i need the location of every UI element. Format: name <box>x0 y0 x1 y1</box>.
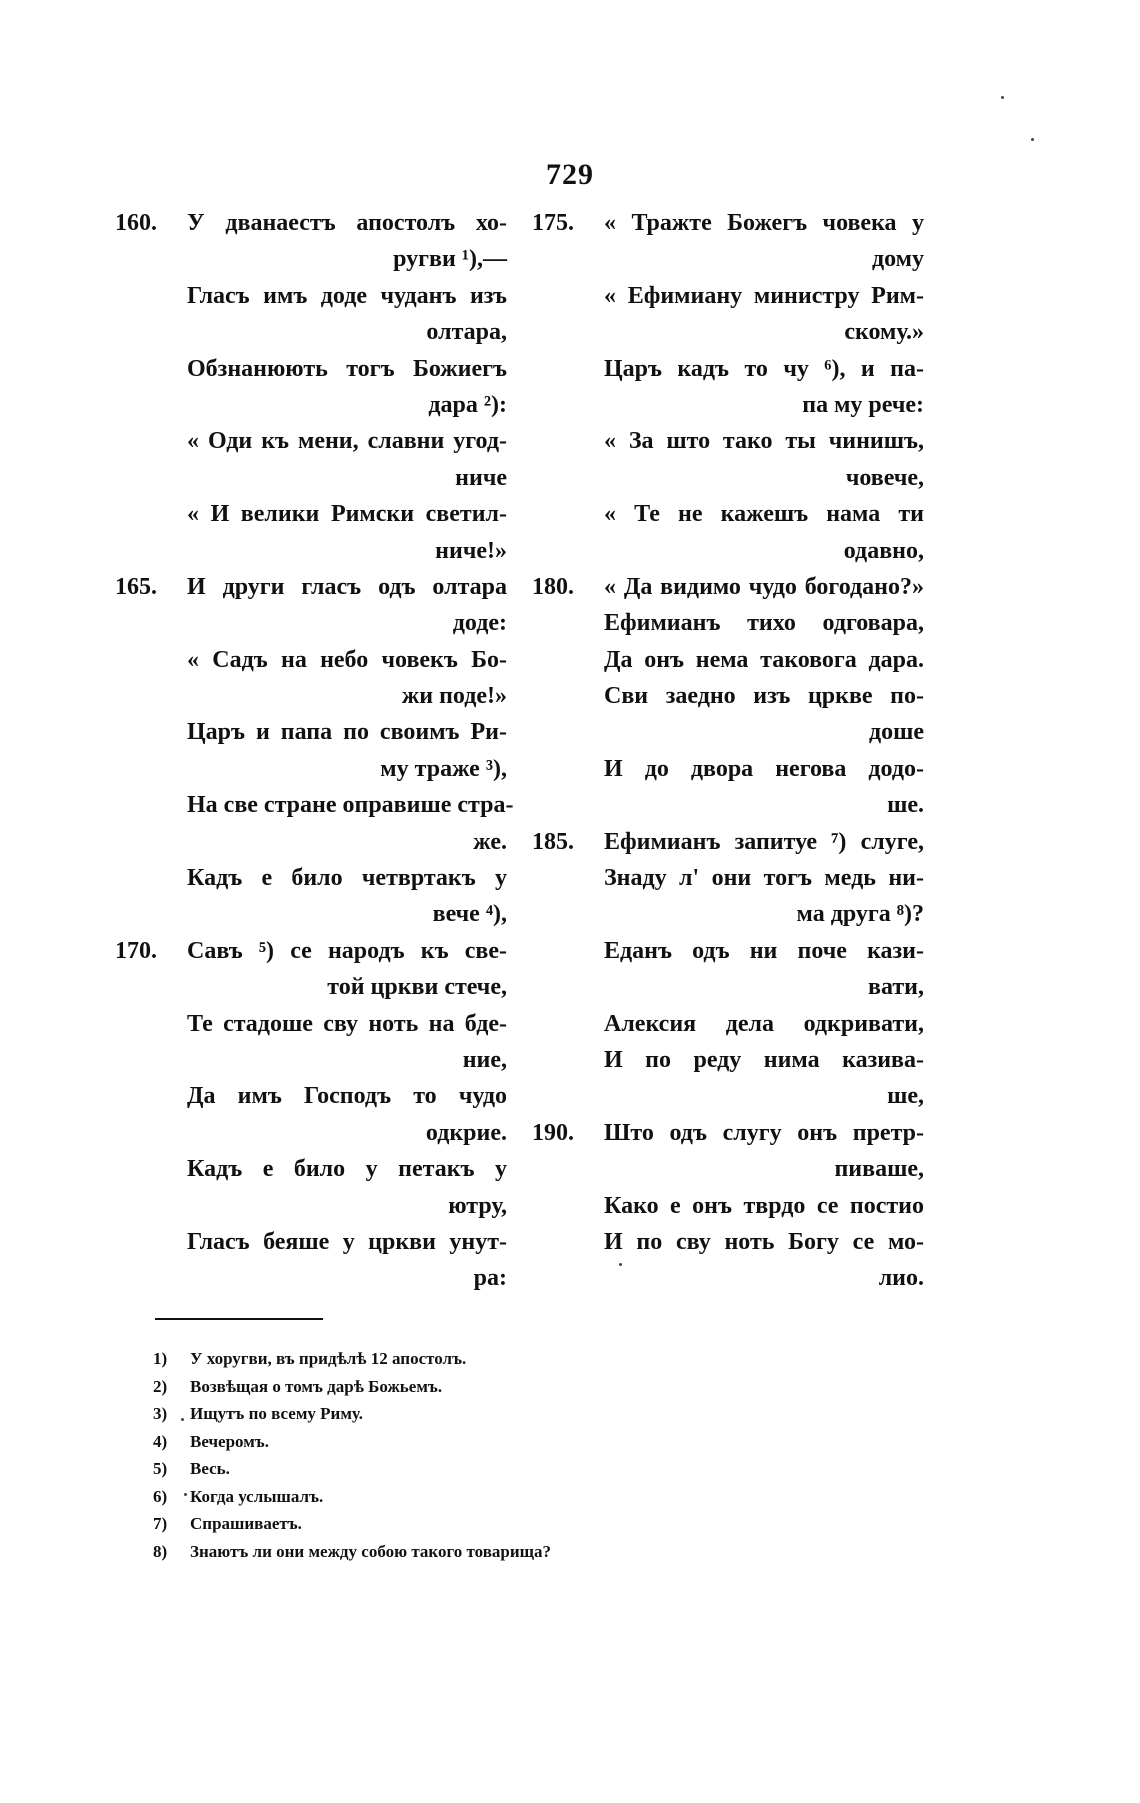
footnote <box>153 1455 853 1483</box>
verse-text: « Да видимо чудо богодано?» <box>604 573 924 600</box>
verse-continuation: лио. <box>878 1265 924 1292</box>
scan-speck <box>181 1418 184 1421</box>
left-verse-column <box>115 205 514 1297</box>
verse-line <box>532 860 924 896</box>
footnote-number: 2) <box>153 1376 168 1396</box>
verse-continuation: доде: <box>452 610 507 637</box>
verse-line <box>532 533 924 569</box>
verse-line <box>115 278 507 314</box>
verse-text: Ефимианъ запитуе ⁷) слуге, <box>604 828 924 855</box>
verse-number: 185. <box>532 828 574 855</box>
footnote <box>153 1428 853 1456</box>
scan-speck <box>619 1263 622 1266</box>
footnote-number: 5) <box>153 1459 168 1478</box>
verse-line <box>115 714 507 750</box>
verse-line <box>115 205 507 241</box>
verse-line <box>115 642 507 678</box>
verse-text: Знаду л' они тогъ медь ни- <box>604 865 924 892</box>
footnote <box>153 1373 853 1401</box>
verse-line <box>115 787 514 823</box>
verse-number: 165. <box>115 573 157 600</box>
verse-line <box>532 824 924 860</box>
verse-continuation: дара ²): <box>428 391 507 418</box>
footnotes-list <box>153 1345 853 1565</box>
verse-continuation: ше. <box>887 792 924 819</box>
verse-line <box>532 969 924 1005</box>
verse-line <box>115 314 507 350</box>
verse-continuation: доше <box>868 719 924 746</box>
footnote-number: 3) <box>153 1404 168 1423</box>
verse-continuation: одавно, <box>843 537 924 564</box>
verse-line <box>115 1078 507 1114</box>
verse-line <box>115 933 507 969</box>
verse-line <box>115 1006 507 1042</box>
verse-continuation: па му рече: <box>802 391 924 418</box>
verse-text: « За што тако ты чинишъ, <box>604 428 924 455</box>
verse-line <box>532 1006 924 1042</box>
verse-line <box>532 241 924 277</box>
verse-text: И по реду нима казива- <box>604 1046 924 1073</box>
verse-line <box>115 351 507 387</box>
verse-line <box>532 605 924 641</box>
footnote-text: Вечеромъ. <box>190 1431 269 1451</box>
verse-text: « Те не кажешъ нама ти <box>604 501 924 528</box>
verse-text: « И велики Римски светил- <box>187 501 507 528</box>
verse-line <box>115 241 507 277</box>
verse-line <box>532 1188 924 1224</box>
verse-line <box>532 1224 924 1260</box>
verse-line <box>532 642 924 678</box>
footnote-number: 1) <box>153 1349 168 1368</box>
footnote-number: 6) <box>153 1486 168 1506</box>
verse-line <box>115 824 507 860</box>
footnote-divider <box>155 1318 323 1320</box>
verse-line <box>532 314 924 350</box>
verse-line <box>532 678 924 714</box>
verse-line <box>532 933 924 969</box>
verse-continuation: одкрие. <box>425 1119 507 1146</box>
verse-line <box>532 714 924 750</box>
footnote <box>153 1400 853 1428</box>
verse-continuation: ние, <box>462 1046 507 1073</box>
verse-text: На све стране оправише стра- <box>187 792 514 819</box>
verse-line <box>115 1224 507 1260</box>
footnote-number: 8) <box>153 1541 168 1561</box>
verse-continuation: ра: <box>473 1265 507 1292</box>
verse-line <box>532 751 924 787</box>
verse-line <box>532 205 924 241</box>
verse-text: Ефимианъ тихо одговара, <box>604 610 924 637</box>
page-number: 729 <box>546 158 594 191</box>
verse-line <box>115 569 507 605</box>
verse-line <box>115 896 507 932</box>
verse-text: Кадъ е било четвртакъ у <box>187 865 507 892</box>
verse-line <box>532 896 924 932</box>
footnote-text: Знаютъ ли они между собою такого товарища? <box>190 1541 551 1561</box>
footnote-text: У хоругви, въ придѣлѣ 12 апостолъ. <box>190 1349 467 1368</box>
verse-text: Обзнанюють тогъ Божиегъ <box>187 355 507 382</box>
footnote <box>153 1538 853 1566</box>
verse-line <box>532 351 924 387</box>
verse-continuation: ше, <box>887 1083 924 1110</box>
footnote-text: Возвѣщая о томъ дарѣ Божьемъ. <box>190 1376 443 1396</box>
footnote <box>153 1345 853 1373</box>
verse-line <box>532 569 924 605</box>
verse-line <box>115 423 507 459</box>
verse-line <box>115 1151 507 1187</box>
verse-continuation: же. <box>473 828 507 855</box>
verse-continuation: вати, <box>868 974 924 1001</box>
verse-line <box>532 387 924 423</box>
verse-line <box>115 751 507 787</box>
footnote-text: Спрашиваетъ. <box>190 1514 302 1533</box>
verse-text: И по сву ноть Богу се мо- <box>604 1228 924 1255</box>
verse-line <box>115 387 507 423</box>
verse-continuation: скому.» <box>844 319 924 346</box>
verse-line <box>532 1260 924 1296</box>
verse-number: 175. <box>532 210 574 236</box>
verse-continuation: му траже ³), <box>380 755 507 782</box>
verse-line <box>115 533 507 569</box>
verse-line <box>115 860 507 896</box>
verse-line <box>115 678 507 714</box>
verse-line <box>115 1042 507 1078</box>
right-verse-column <box>532 205 924 1297</box>
verse-line <box>532 460 924 496</box>
verse-continuation: вече ⁴), <box>432 901 507 928</box>
verse-line <box>115 496 507 532</box>
verse-text: Савъ ⁵) се народъ къ све- <box>187 937 507 964</box>
verse-text: И до двора негова додо- <box>604 755 924 782</box>
verse-line <box>532 1115 924 1151</box>
footnote-text: Когда услышалъ. <box>190 1486 324 1506</box>
verse-text: У дванаестъ апостолъ хо- <box>187 210 507 236</box>
verse-continuation: дому <box>871 246 924 273</box>
verse-text: Како е онъ тврдо се постио <box>604 1192 924 1219</box>
verse-continuation: човече, <box>845 464 924 491</box>
verse-line <box>532 423 924 459</box>
verse-text: « Садъ на небо човекъ Бо- <box>187 646 507 673</box>
verse-continuation: той цркви стече, <box>327 974 507 1001</box>
verse-line <box>115 969 507 1005</box>
verse-continuation: ругви ¹),— <box>393 246 507 273</box>
verse-continuation: ниче!» <box>435 537 507 564</box>
verse-continuation: олтара, <box>426 319 507 346</box>
verse-text: Царъ кадъ то чу ⁶), и па- <box>604 355 924 382</box>
footnote-text: Весь. <box>190 1459 230 1478</box>
scan-speck <box>1001 96 1004 99</box>
verse-text: Што одъ слугу онъ претр- <box>604 1119 924 1146</box>
verse-number: 160. <box>115 210 157 236</box>
verse-line <box>532 787 924 823</box>
verse-text: « Ефимиану министру Рим- <box>604 282 924 309</box>
scan-speck <box>1031 138 1034 141</box>
verse-text: Да онъ нема таковога дара. <box>604 646 924 673</box>
verse-line <box>532 1151 924 1187</box>
verse-text: Алексия дела одкривати, <box>604 1010 924 1037</box>
verse-continuation: ма друга ⁸)? <box>796 901 924 928</box>
verse-continuation: жи поде!» <box>401 683 507 710</box>
verse-continuation: пиваше, <box>834 1156 924 1183</box>
verse-text: Сви заедно изъ цркве по- <box>604 683 924 710</box>
verse-line <box>532 496 924 532</box>
verse-line <box>115 605 507 641</box>
verse-text: Те стадоше сву ноть на бде- <box>187 1010 507 1037</box>
footnote <box>153 1483 853 1511</box>
verse-continuation: ютру, <box>448 1192 507 1219</box>
verse-continuation: ниче <box>455 464 507 491</box>
footnote <box>153 1510 853 1538</box>
verse-text: Гласъ беяше у цркви унут- <box>187 1228 507 1255</box>
footnote-number: 7) <box>153 1514 168 1533</box>
verse-line <box>115 1260 507 1296</box>
verse-line <box>115 1188 507 1224</box>
verse-text: Да имъ Господъ то чудо <box>187 1083 507 1110</box>
verse-number: 170. <box>115 937 157 964</box>
verse-line <box>115 460 507 496</box>
verse-line <box>115 1115 507 1151</box>
verse-line <box>532 1042 924 1078</box>
verse-number: 190. <box>532 1119 574 1146</box>
verse-text: « Оди къ мени, славни угод- <box>187 428 507 455</box>
verse-text: Кадъ е било у петакъ у <box>187 1156 507 1183</box>
verse-line <box>532 1078 924 1114</box>
footnote-number: 4) <box>153 1431 168 1451</box>
footnote-text: Ищутъ по всему Риму. <box>190 1404 363 1423</box>
verse-text: « Тражте Божегъ човека у <box>604 210 924 236</box>
scan-speck <box>184 1493 187 1496</box>
verse-line <box>532 278 924 314</box>
verse-text: Еданъ одъ ни поче кази- <box>604 937 924 964</box>
verse-number: 180. <box>532 573 574 600</box>
verse-text: Царъ и папа по своимъ Ри- <box>187 719 507 746</box>
verse-text: И други гласъ одъ олтара <box>187 573 507 600</box>
verse-text: Гласъ имъ доде чуданъ изъ <box>187 282 507 309</box>
